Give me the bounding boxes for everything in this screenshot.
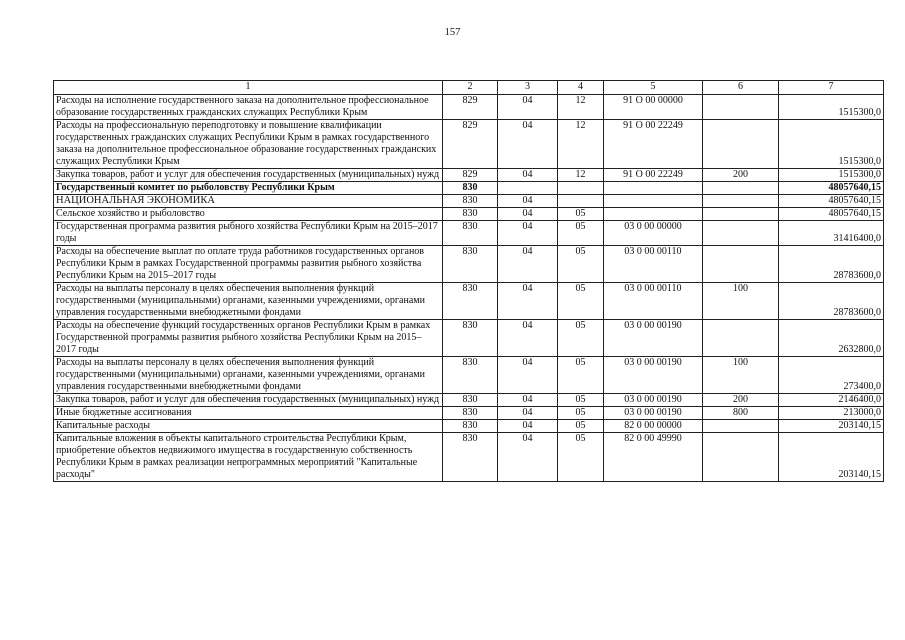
row-amount: 2146400,0 bbox=[779, 394, 884, 407]
row-name: НАЦИОНАЛЬНАЯ ЭКОНОМИКА bbox=[54, 195, 443, 208]
row-section-code bbox=[498, 182, 558, 195]
row-expense-type-code: 800 bbox=[703, 407, 779, 420]
row-section-code: 04 bbox=[498, 420, 558, 433]
row-gr-code: 830 bbox=[443, 195, 498, 208]
table-row bbox=[54, 169, 884, 182]
row-subsection-code: 05 bbox=[558, 420, 604, 433]
row-subsection-code: 05 bbox=[558, 394, 604, 407]
row-gr-code: 830 bbox=[443, 320, 498, 357]
row-amount: 48057640,15 bbox=[779, 195, 884, 208]
row-subsection-code: 12 bbox=[558, 169, 604, 182]
page-number: 157 bbox=[444, 27, 461, 38]
row-section-code: 04 bbox=[498, 169, 558, 182]
row-expense-type-code: 100 bbox=[703, 357, 779, 394]
row-gr-code: 830 bbox=[443, 420, 498, 433]
row-section-code: 04 bbox=[498, 407, 558, 420]
table-row bbox=[54, 246, 884, 283]
row-target-code: 03 0 00 00190 bbox=[604, 320, 703, 357]
header-col-4: 4 bbox=[558, 81, 604, 95]
row-expense-type-code bbox=[703, 246, 779, 283]
row-target-code bbox=[604, 182, 703, 195]
table-body bbox=[54, 81, 884, 482]
table-row bbox=[54, 357, 884, 394]
row-gr-code: 830 bbox=[443, 283, 498, 320]
table-row bbox=[54, 208, 884, 221]
row-name: Капитальные вложения в объекты капитального строительства Республики Крым, приобретение объектов недвижимого имущества в государственную собственность Республики Крым в рамках реализации непрограммных мероприятий "Капитальные расходы" bbox=[54, 433, 443, 482]
row-target-code: 91 О 00 22249 bbox=[604, 169, 703, 182]
row-name: Расходы на исполнение государственного заказа на дополнительное профессиональное образование государственных гражданских служащих Республики Крым bbox=[54, 95, 443, 120]
budget-table bbox=[53, 80, 884, 482]
header-col-1: 1 bbox=[54, 81, 443, 95]
row-amount: 31416400,0 bbox=[779, 221, 884, 246]
row-section-code: 04 bbox=[498, 221, 558, 246]
row-gr-code: 829 bbox=[443, 95, 498, 120]
row-name: Расходы на профессиональную переподготовку и повышение квалификации государственных гражданских служащих Республики Крым в рамках государственного заказа на дополнительное профессиональное образование государственных гражданских служащих Республики Крым bbox=[54, 120, 443, 169]
table-row bbox=[54, 221, 884, 246]
row-gr-code: 830 bbox=[443, 407, 498, 420]
row-gr-code: 830 bbox=[443, 182, 498, 195]
row-target-code: 03 0 00 00000 bbox=[604, 221, 703, 246]
row-name: Иные бюджетные ассигнования bbox=[54, 407, 443, 420]
row-amount: 213000,0 bbox=[779, 407, 884, 420]
row-subsection-code: 05 bbox=[558, 208, 604, 221]
row-name: Расходы на обеспечение функций государственных органов Республики Крым в рамках Государственной программы развития рыбного хозяйства Республики Крым на 2015–2017 годы bbox=[54, 320, 443, 357]
row-gr-code: 830 bbox=[443, 433, 498, 482]
row-amount: 1515300,0 bbox=[779, 95, 884, 120]
row-target-code: 03 0 00 00190 bbox=[604, 394, 703, 407]
row-expense-type-code: 100 bbox=[703, 283, 779, 320]
row-expense-type-code: 200 bbox=[703, 394, 779, 407]
row-expense-type-code bbox=[703, 208, 779, 221]
row-gr-code: 829 bbox=[443, 120, 498, 169]
row-subsection-code: 05 bbox=[558, 357, 604, 394]
row-name: Сельское хозяйство и рыболовство bbox=[54, 208, 443, 221]
row-name: Закупка товаров, работ и услуг для обеспечения государственных (муниципальных) нужд bbox=[54, 169, 443, 182]
table-row bbox=[54, 394, 884, 407]
row-name: Закупка товаров, работ и услуг для обеспечения государственных (муниципальных) нужд bbox=[54, 394, 443, 407]
row-amount: 203140,15 bbox=[779, 433, 884, 482]
row-subsection-code bbox=[558, 182, 604, 195]
row-section-code: 04 bbox=[498, 95, 558, 120]
row-section-code: 04 bbox=[498, 246, 558, 283]
row-subsection-code: 05 bbox=[558, 407, 604, 420]
table-row bbox=[54, 95, 884, 120]
row-section-code: 04 bbox=[498, 195, 558, 208]
row-expense-type-code bbox=[703, 182, 779, 195]
row-gr-code: 830 bbox=[443, 394, 498, 407]
row-expense-type-code bbox=[703, 120, 779, 169]
row-target-code: 03 0 00 00190 bbox=[604, 357, 703, 394]
table-row bbox=[54, 320, 884, 357]
row-section-code: 04 bbox=[498, 357, 558, 394]
row-target-code: 91 О 00 00000 bbox=[604, 95, 703, 120]
table-row bbox=[54, 420, 884, 433]
header-col-3: 3 bbox=[498, 81, 558, 95]
row-expense-type-code: 200 bbox=[703, 169, 779, 182]
row-subsection-code bbox=[558, 195, 604, 208]
table-row bbox=[54, 182, 884, 195]
header-col-5: 5 bbox=[604, 81, 703, 95]
row-gr-code: 830 bbox=[443, 208, 498, 221]
row-gr-code: 830 bbox=[443, 221, 498, 246]
row-amount: 28783600,0 bbox=[779, 283, 884, 320]
row-amount: 28783600,0 bbox=[779, 246, 884, 283]
row-expense-type-code bbox=[703, 195, 779, 208]
row-gr-code: 830 bbox=[443, 357, 498, 394]
row-amount: 273400,0 bbox=[779, 357, 884, 394]
row-section-code: 04 bbox=[498, 320, 558, 357]
row-gr-code: 830 bbox=[443, 246, 498, 283]
row-amount: 2632800,0 bbox=[779, 320, 884, 357]
row-expense-type-code bbox=[703, 95, 779, 120]
row-name: Государственная программа развития рыбного хозяйства Республики Крым на 2015–2017 годы bbox=[54, 221, 443, 246]
row-name: Расходы на выплаты персоналу в целях обеспечения выполнения функций государственными (муниципальными) органами, казенными учреждениями, органами управления государственными внебюджетными фондами bbox=[54, 283, 443, 320]
header-col-2: 2 bbox=[443, 81, 498, 95]
header-col-6: 6 bbox=[703, 81, 779, 95]
row-amount: 1515300,0 bbox=[779, 120, 884, 169]
table-row bbox=[54, 283, 884, 320]
row-section-code: 04 bbox=[498, 394, 558, 407]
table-row bbox=[54, 407, 884, 420]
row-expense-type-code bbox=[703, 221, 779, 246]
row-target-code: 03 0 00 00110 bbox=[604, 246, 703, 283]
row-target-code: 03 0 00 00190 bbox=[604, 407, 703, 420]
row-name: Расходы на выплаты персоналу в целях обеспечения выполнения функций государственными (муниципальными) органами, казенными учреждениями, органами управления государственными внебюджетными фондами bbox=[54, 357, 443, 394]
table-row bbox=[54, 120, 884, 169]
row-name: Капитальные расходы bbox=[54, 420, 443, 433]
row-expense-type-code bbox=[703, 420, 779, 433]
row-target-code bbox=[604, 195, 703, 208]
row-expense-type-code bbox=[703, 320, 779, 357]
row-target-code: 82 0 00 49990 bbox=[604, 433, 703, 482]
row-gr-code: 829 bbox=[443, 169, 498, 182]
row-amount: 48057640,15 bbox=[779, 182, 884, 195]
row-section-code: 04 bbox=[498, 433, 558, 482]
row-expense-type-code bbox=[703, 433, 779, 482]
table-row bbox=[54, 433, 884, 482]
row-subsection-code: 12 bbox=[558, 95, 604, 120]
row-name: Расходы на обеспечение выплат по оплате труда работников государственных органов Республики Крым в рамках Государственной программы развития рыбного хозяйства Республики Крым на 2015–2017 годы bbox=[54, 246, 443, 283]
row-target-code: 82 0 00 00000 bbox=[604, 420, 703, 433]
row-subsection-code: 05 bbox=[558, 246, 604, 283]
row-amount: 1515300,0 bbox=[779, 169, 884, 182]
row-subsection-code: 12 bbox=[558, 120, 604, 169]
row-subsection-code: 05 bbox=[558, 283, 604, 320]
header-col-7: 7 bbox=[779, 81, 884, 95]
row-section-code: 04 bbox=[498, 208, 558, 221]
table-header-row bbox=[54, 81, 884, 95]
row-target-code bbox=[604, 208, 703, 221]
row-amount: 203140,15 bbox=[779, 420, 884, 433]
row-subsection-code: 05 bbox=[558, 221, 604, 246]
row-subsection-code: 05 bbox=[558, 320, 604, 357]
table-row bbox=[54, 195, 884, 208]
row-section-code: 04 bbox=[498, 283, 558, 320]
row-name: Государственный комитет по рыболовству Республики Крым bbox=[54, 182, 443, 195]
row-amount: 48057640,15 bbox=[779, 208, 884, 221]
row-subsection-code: 05 bbox=[558, 433, 604, 482]
row-target-code: 91 О 00 22249 bbox=[604, 120, 703, 169]
row-target-code: 03 0 00 00110 bbox=[604, 283, 703, 320]
row-section-code: 04 bbox=[498, 120, 558, 169]
